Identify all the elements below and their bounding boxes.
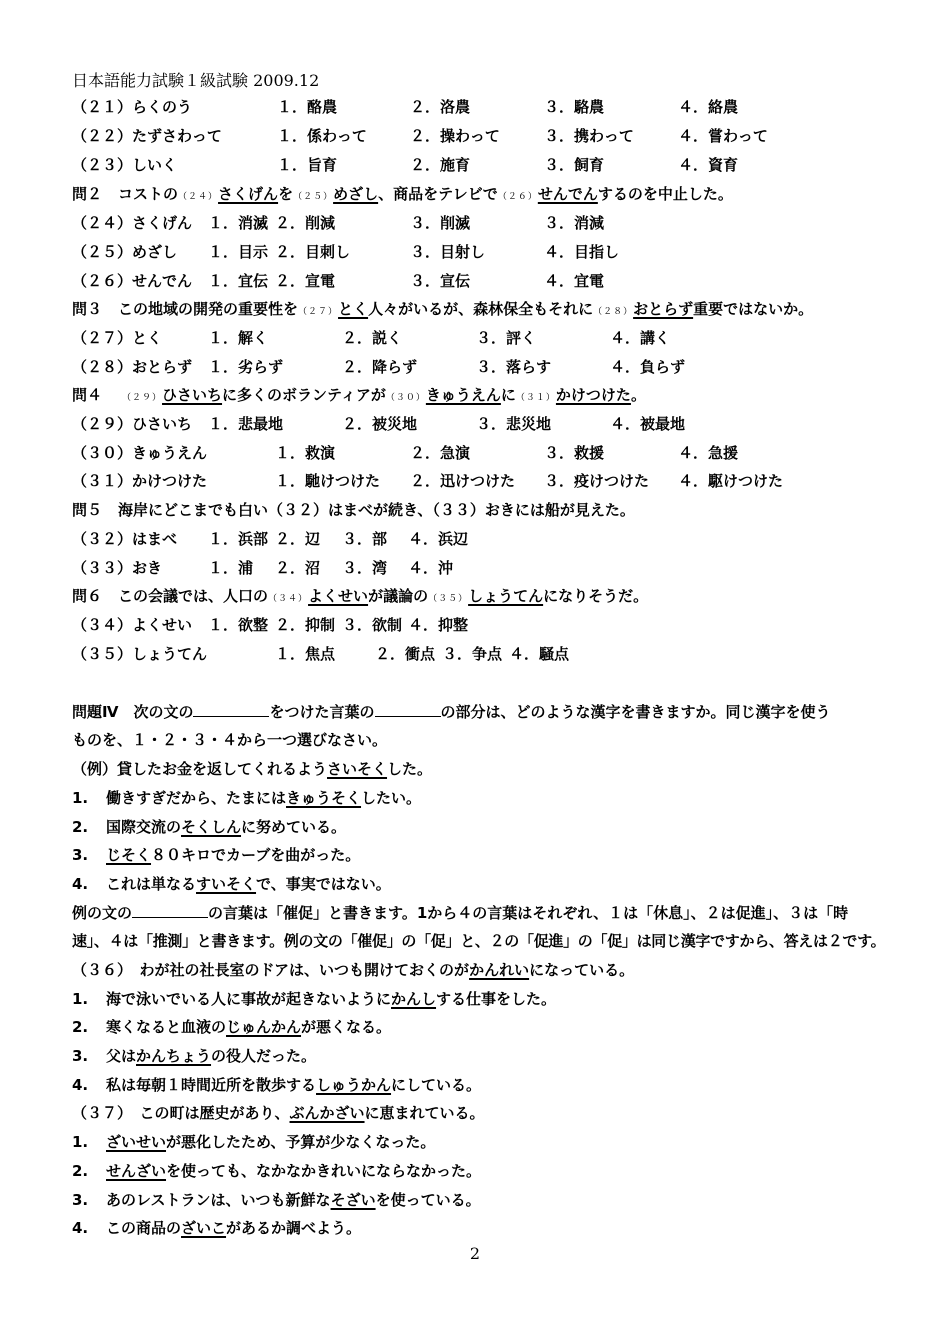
example-sentence bbox=[72, 757, 432, 781]
text: 重要ではないか。 bbox=[693, 300, 814, 318]
option-1: １．旨育 bbox=[277, 156, 338, 174]
item-number: 1. bbox=[72, 789, 89, 807]
text: ８０キロでカーブを曲がった。 bbox=[151, 846, 361, 864]
question-reading: （２９）ひさいち bbox=[72, 415, 193, 433]
question-36 bbox=[72, 958, 634, 982]
text: （例）貸したお金を返してくれるよう bbox=[72, 760, 328, 778]
underlined-word: せんざい bbox=[106, 1162, 167, 1180]
text: この商品の bbox=[106, 1219, 182, 1237]
option-1: １．目示 bbox=[208, 243, 269, 261]
page-number: 2 bbox=[469, 1244, 481, 1263]
text: （３７） この町は歴史があり、 bbox=[72, 1104, 290, 1122]
question-label: 問２ bbox=[72, 185, 103, 203]
item-number: 3. bbox=[72, 1191, 89, 1209]
underlined-word: かんし bbox=[391, 990, 437, 1008]
text: に恵まれている。 bbox=[364, 1104, 485, 1122]
option-4: ４．急援 bbox=[678, 444, 739, 462]
option-1: １．解く bbox=[208, 329, 269, 347]
option-4: ４．駆けつけた bbox=[678, 472, 784, 490]
text: あのレストランは、いつも新鮮な bbox=[106, 1191, 331, 1209]
option-2: ２．目刺し bbox=[275, 243, 351, 261]
example-item bbox=[72, 815, 346, 839]
option-3: ３．評く bbox=[476, 329, 537, 347]
question-reading: （２８）おとらず bbox=[72, 358, 193, 376]
underlined-word: せんでん bbox=[537, 185, 598, 203]
question-reading: （２２）たずさわって bbox=[72, 127, 222, 145]
underlined-word: じゅんかん bbox=[226, 1018, 302, 1036]
section-4-title-line2: ものを、１・２・３・４から一つ選びなさい。 bbox=[72, 731, 388, 749]
underlined-word: かんれい bbox=[469, 961, 530, 979]
question-reading: （２１）らくのう bbox=[72, 98, 193, 116]
underlined-word: めざし bbox=[333, 185, 379, 203]
option-2: ２．削減 bbox=[275, 214, 336, 232]
text: する仕事をした。 bbox=[436, 990, 557, 1008]
item-number: 4. bbox=[72, 875, 89, 893]
text: 海で泳いでいる人に事故が起きないように bbox=[106, 990, 392, 1008]
option-4: ４．宜電 bbox=[544, 272, 605, 290]
option-3: ３．争点 bbox=[442, 645, 503, 663]
option-3: ３．携わって bbox=[544, 127, 634, 145]
q36-option bbox=[72, 1015, 391, 1039]
option-3: ３．駱農 bbox=[544, 98, 605, 116]
option-2: ２．迅けつけた bbox=[410, 472, 516, 490]
option-2: ２．洛農 bbox=[410, 98, 471, 116]
option-1: １．救演 bbox=[275, 444, 336, 462]
text: を使っても、なかなかきれいにならなかった。 bbox=[166, 1162, 482, 1180]
text: 。 bbox=[630, 386, 646, 404]
underlined-word: ざいこ bbox=[181, 1219, 227, 1237]
q37-option bbox=[72, 1216, 361, 1240]
option-3: ３．部 bbox=[342, 530, 388, 548]
option-3: ３．飼育 bbox=[544, 156, 605, 174]
item-number: 2. bbox=[72, 1162, 89, 1180]
option-3: ３．疫けつけた bbox=[544, 472, 650, 490]
option-1: １．浦 bbox=[208, 559, 254, 577]
option-3: ３．落らす bbox=[476, 358, 552, 376]
option-4: ４．嘗わって bbox=[678, 127, 768, 145]
blank-line bbox=[132, 903, 208, 918]
text: をつけた言葉の bbox=[269, 703, 375, 721]
underlined-word: かんちょう bbox=[136, 1047, 212, 1065]
option-2: ２．沼 bbox=[275, 559, 321, 577]
item-number: 4. bbox=[72, 1219, 89, 1237]
question-reading: （３３）おき bbox=[72, 559, 163, 577]
text: 寒くなると血液の bbox=[106, 1018, 227, 1036]
text: 例の文の bbox=[72, 904, 133, 922]
item-number: 4. bbox=[72, 1076, 89, 1094]
underlined-word: ひさいち bbox=[162, 386, 223, 404]
option-2: ２．説く bbox=[342, 329, 403, 347]
text: するのを中止した。 bbox=[597, 185, 733, 203]
text: が悪化したため、予算が少なくなった。 bbox=[166, 1133, 436, 1151]
underlined-word: さいそく bbox=[327, 760, 388, 778]
option-3: ３．悲災地 bbox=[476, 415, 552, 433]
text: したい。 bbox=[361, 789, 422, 807]
option-4: ４．講く bbox=[610, 329, 671, 347]
item-number: 1. bbox=[72, 1133, 89, 1151]
option-1: １．宜伝 bbox=[208, 272, 269, 290]
text: で、事実ではない。 bbox=[256, 875, 391, 893]
blank-number: （３０） bbox=[385, 393, 426, 403]
option-2: ２．施育 bbox=[410, 156, 471, 174]
blank-number: （３５） bbox=[428, 594, 469, 604]
blank-number: （３４） bbox=[268, 594, 309, 604]
question-6-sentence bbox=[72, 584, 648, 608]
underlined-word: しょうてん bbox=[468, 587, 544, 605]
option-4: ４．浜辺 bbox=[408, 530, 469, 548]
option-2: ２．宣電 bbox=[275, 272, 336, 290]
option-4: ４．目指し bbox=[544, 243, 620, 261]
blank-number: （２７） bbox=[298, 307, 339, 317]
q36-option bbox=[72, 1073, 481, 1097]
underlined-word: かけつけた bbox=[555, 386, 631, 404]
option-1: １．馳けつけた bbox=[275, 472, 381, 490]
option-3: ３．欲制 bbox=[342, 616, 403, 634]
question-label: 問４ bbox=[72, 386, 103, 404]
question-reading: （３２）はまべ bbox=[72, 530, 178, 548]
underlined-word: ざいせい bbox=[106, 1133, 167, 1151]
option-1: １．係わって bbox=[277, 127, 367, 145]
example-item bbox=[72, 872, 391, 896]
question-reading: （２５）めざし bbox=[72, 243, 178, 261]
question-reading: （２４）さくげん bbox=[72, 214, 193, 232]
blank-number: （２９） bbox=[122, 393, 163, 403]
text: これは単なる bbox=[106, 875, 197, 893]
underlined-word: そくしん bbox=[181, 818, 242, 836]
text: があるか調べよう。 bbox=[226, 1219, 362, 1237]
question-reading: （２３）しいく bbox=[72, 156, 178, 174]
text: 海岸にどこまでも白い（３２）はまべが続き、（３３）おきには船が見えた。 bbox=[118, 501, 635, 519]
option-1: １．消滅 bbox=[208, 214, 269, 232]
question-2-sentence bbox=[72, 182, 733, 206]
text: が悪くなる。 bbox=[301, 1018, 392, 1036]
underlined-word: よくせい bbox=[308, 587, 369, 605]
text: の言葉は「催促」と書きます。1から４の言葉はそれぞれ、１は「休息」、２は促進」、３は「時 bbox=[208, 904, 849, 922]
underlined-word: じそく bbox=[106, 846, 152, 864]
text: （３６） わが社の社長室のドアは、いつも開けておくのが bbox=[72, 961, 470, 979]
option-4: ４．負らず bbox=[610, 358, 686, 376]
option-3: ３．湾 bbox=[342, 559, 388, 577]
q36-option bbox=[72, 1044, 316, 1068]
question-reading: （２６）せんでん bbox=[72, 272, 193, 290]
text: この会議では、人口の bbox=[118, 587, 269, 605]
option-2: ２．抑制 bbox=[275, 616, 336, 634]
blank-line bbox=[193, 702, 269, 717]
question-reading: （３４）よくせい bbox=[72, 616, 193, 634]
text: に努めている。 bbox=[241, 818, 347, 836]
text: を使っている。 bbox=[375, 1191, 481, 1209]
text: になっている。 bbox=[529, 961, 635, 979]
option-1: １．浜部 bbox=[208, 530, 269, 548]
question-label: 問５ bbox=[72, 501, 103, 519]
underlined-word: おとらず bbox=[633, 300, 694, 318]
text: コストの bbox=[118, 185, 179, 203]
example-item bbox=[72, 786, 421, 810]
text: 働きすぎだから、たまには bbox=[106, 789, 287, 807]
option-3: ３．目射し bbox=[410, 243, 486, 261]
text: 父は bbox=[106, 1047, 137, 1065]
question-3-sentence bbox=[72, 297, 813, 321]
option-4: ４．被最地 bbox=[610, 415, 686, 433]
question-label: 問３ bbox=[72, 300, 103, 318]
question-reading: （３５）しょうてん bbox=[72, 645, 208, 663]
option-4: ４．資育 bbox=[678, 156, 739, 174]
blank-number: （２６） bbox=[497, 192, 538, 202]
option-4: ４．騒点 bbox=[509, 645, 570, 663]
item-number: 2. bbox=[72, 818, 89, 836]
question-reading: （３１）かけつけた bbox=[72, 472, 208, 490]
underlined-word: きゅうえん bbox=[425, 386, 501, 404]
option-2: ２．衝点 bbox=[375, 645, 436, 663]
example-item bbox=[72, 843, 360, 867]
item-number: 2. bbox=[72, 1018, 89, 1036]
explanation-line2: 速」、４は「推測」と書きます。例の文の「催促」の「促」と、２の「促進」の「促」は同じ漢字ですから、答えは２です。 bbox=[72, 932, 886, 950]
underlined-word: さくげん bbox=[218, 185, 279, 203]
option-2: ２．操わって bbox=[410, 127, 500, 145]
option-2: ２．急演 bbox=[410, 444, 471, 462]
text: 、商品をテレビで bbox=[378, 185, 498, 203]
text: を bbox=[278, 185, 294, 203]
text: 人々がいるが、森林保全もそれに bbox=[368, 300, 594, 318]
option-3: ３．救援 bbox=[544, 444, 605, 462]
text: この地域の開発の重要性を bbox=[118, 300, 299, 318]
question-reading: （３０）きゅうえん bbox=[72, 444, 208, 462]
blank-number: （２８） bbox=[593, 307, 634, 317]
underlined-word: しゅうかん bbox=[316, 1076, 392, 1094]
option-4: ４．抑整 bbox=[408, 616, 469, 634]
question-4-sentence bbox=[72, 383, 646, 407]
q37-option bbox=[72, 1130, 435, 1154]
question-label: 問６ bbox=[72, 587, 103, 605]
underlined-word: ぶんかざい bbox=[289, 1104, 365, 1122]
option-2: ２．辺 bbox=[275, 530, 321, 548]
text: にしている。 bbox=[391, 1076, 482, 1094]
q37-option bbox=[72, 1188, 481, 1212]
question-5-sentence bbox=[72, 498, 635, 522]
underlined-word: きゅうそく bbox=[286, 789, 362, 807]
text: に bbox=[500, 386, 516, 404]
question-reading: （２７）とく bbox=[72, 329, 163, 347]
text: に多くのボランティアが bbox=[222, 386, 386, 404]
item-number: 3. bbox=[72, 1047, 89, 1065]
item-number: 3. bbox=[72, 846, 89, 864]
q36-option bbox=[72, 987, 556, 1011]
item-number: 1. bbox=[72, 990, 89, 1008]
question-37 bbox=[72, 1101, 485, 1125]
option-1: １．酪農 bbox=[277, 98, 338, 116]
option-1: １．劣らず bbox=[208, 358, 284, 376]
option-2: ２．被災地 bbox=[342, 415, 418, 433]
text: 私は毎朝１時間近所を散歩する bbox=[106, 1076, 317, 1094]
text: 国際交流の bbox=[106, 818, 182, 836]
option-3: ３．宣伝 bbox=[410, 272, 471, 290]
option-1: １．悲最地 bbox=[208, 415, 284, 433]
option-1: １．欲整 bbox=[208, 616, 269, 634]
underlined-word: とく bbox=[338, 300, 369, 318]
page-header: 日本語能力試験１級試験 2009.12 bbox=[72, 71, 320, 90]
option-2: ２．降らず bbox=[342, 358, 418, 376]
underlined-word: すいそく bbox=[196, 875, 257, 893]
option-4: ３．消減 bbox=[544, 214, 605, 232]
text: になりそうだ。 bbox=[543, 587, 649, 605]
text: の部分は、どのような漢字を書きますか。同じ漢字を使う bbox=[440, 703, 831, 721]
blank-line bbox=[375, 702, 441, 717]
option-3: ３．削滅 bbox=[410, 214, 471, 232]
explanation-line1 bbox=[72, 901, 848, 925]
section-4-title bbox=[72, 700, 831, 724]
q37-option bbox=[72, 1159, 481, 1183]
underlined-word: そざい bbox=[330, 1191, 376, 1209]
option-1: １．焦点 bbox=[275, 645, 336, 663]
text: した。 bbox=[387, 760, 433, 778]
text: が議論の bbox=[368, 587, 429, 605]
text: の役人だった。 bbox=[211, 1047, 317, 1065]
option-4: ４．沖 bbox=[408, 559, 454, 577]
blank-number: （３１） bbox=[515, 393, 556, 403]
text: 問題Ⅳ 次の文の bbox=[72, 703, 194, 721]
blank-number: （２４） bbox=[178, 192, 219, 202]
option-4: ４．絡農 bbox=[678, 98, 739, 116]
blank-number: （２５） bbox=[293, 192, 334, 202]
